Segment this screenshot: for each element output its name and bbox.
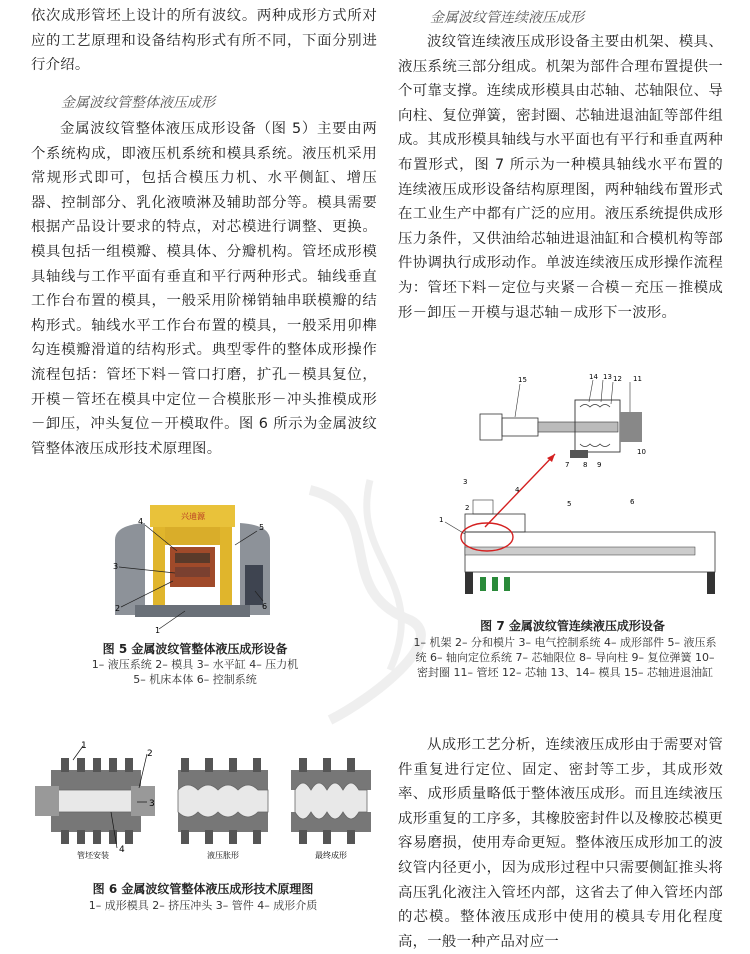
continuous-forming-paragraph: 波纹管连续液压成形设备主要由机架、模具、液压系统三部分组成。机架为部件合理布置提供一个可靠支撑。连续成形模具由芯轴、芯轴限位、导向柱、复位弹簧，密封圈、芯轴进退油缸等部件组成。其成形模具轴线与水平面也有平行和垂直两种布置形式，图 7 所示为一种模具轴线水平布置的连续液压成形设备结构原理图，两种轴线布置形式在工业生产中都有广泛的应用。液压系统提供成形压力条件，又供油给芯轴进退油缸和合模机构等部件协调执行成形动作。单波连续液压成形操作流程为：管坯下料－定位与夹紧－合模－充压－推模成形－卸压－开模与退芯轴－成形下一波形。 <box>398 34 723 321</box>
fig7-callout-2: 2 <box>465 504 470 512</box>
fig7-mold-detail <box>480 373 646 469</box>
figure7-title: 图 7 金属波纹管连续液压成形设备 <box>480 619 665 633</box>
fig6-stage-label-2: 液压胀形 <box>207 851 239 860</box>
fig7-callout-8: 8 <box>583 461 588 469</box>
fig6-stage-label-3: 最终成形 <box>315 851 347 860</box>
fig7-callout-15: 15 <box>518 376 527 384</box>
fig5-callout-4: 4 <box>138 517 144 526</box>
fig7-callout-11: 11 <box>633 375 642 383</box>
fig6-stage-1 <box>35 741 155 860</box>
fig6-stage-2 <box>178 758 268 860</box>
fig7-main-machine <box>439 478 715 594</box>
integral-forming-paragraph: 金属波纹管整体液压成形设备（图 5）主要由两个系统构成，即液压机系统和模具系统。液压机采用常规形式即可，包括合模压力机、水平侧缸、增压器、控制部分、乳化液喷淋及辅助部分等。模具需要根据产品设计要求的特点，对芯模进行调整、更换。模具包括一组模瓣、模具体、分瓣机构。管坯成形模具轴线与工作平面有垂直和平行两种形式。轴线垂直工作台布置的模具，一般采用阶梯销轴串联模瓣的结构形式。轴线水平工作台布置的模具，一般采用卯榫勾连模瓣滑道的结构形式。典型零件的整体成形操作流程包括：管坯下料－管口打磨，扩孔－模具复位，开模－管坯在模具中定位－合模胀形－冲头推模成形－卸压，冲头复位－开模取件。图 6 所示为金属波纹管整体液压成形技术原理图。 <box>31 121 377 457</box>
fig6-stage-label-1: 管坯安装 <box>77 851 109 860</box>
brand-label: 兴迪源 <box>181 512 205 521</box>
figure6-legend: 1– 成形模具 2– 挤压冲头 3– 管件 4– 成形介质 <box>88 899 318 912</box>
fig5-callout-2: 2 <box>115 604 121 613</box>
fig6-callout-4: 4 <box>119 845 125 855</box>
fig6-callout-1: 1 <box>81 741 87 751</box>
figure5-legend-line2: 5– 机床本体 6– 控制系统 <box>133 673 257 686</box>
fig5-callout-1: 1 <box>155 626 161 635</box>
fig7-callout-14: 14 <box>589 373 598 381</box>
fig6-stage-3 <box>291 758 371 860</box>
fig6-callout-2: 2 <box>147 749 153 759</box>
fig7-callout-12: 12 <box>613 375 622 383</box>
figure7-legend-line2: 统 6– 轴向定位系统 7– 芯轴限位 8– 导向柱 9– 复位弹簧 10– <box>415 651 715 664</box>
figure7-continuous-equipment-diagram <box>425 372 730 604</box>
fig7-callout-5: 5 <box>567 500 572 508</box>
analysis-paragraph: 从成形工艺分析，连续液压成形由于需要对管件重复进行定位、固定、密封等工步，其成形效率、成形质量略低于整体液压成形。而且连续液压成形重复的工序多，其橡胶密封件以及橡胶芯模更容易磨损，使用寿命更短。整体液压成形加工的波纹管内径更小，因为成形过程中只需要侧缸推头将高压乳化液注入管坯内部，这省去了伸入管坯内部的芯模。整体液压成形中使用的模具专用化程度高，一般一种产品对应一 <box>398 737 723 950</box>
fig7-callout-6: 6 <box>630 498 635 506</box>
section-heading-integral: 金属波纹管整体液压成形 <box>61 95 215 111</box>
fig5-callout-6: 6 <box>262 602 268 611</box>
fig5-callout-3: 3 <box>113 562 119 571</box>
control-panel <box>245 565 263 605</box>
fig5-callout-5: 5 <box>259 523 265 532</box>
section-heading-continuous: 金属波纹管连续液压成形 <box>430 10 584 26</box>
fig7-callout-10: 10 <box>637 448 646 456</box>
fig7-callout-3: 3 <box>463 478 468 486</box>
figure7-legend-line3: 密封圈 11– 管坯 12– 芯轴 13、14– 模具 15– 芯轴进退油缸 <box>417 666 713 679</box>
intro-paragraph: 依次成形管坯上设计的所有波纹。两种成形方式所对应的工艺原理和设备结构形式有所不同，下面分别进行介绍。 <box>31 8 377 74</box>
fig7-detail-link <box>485 454 555 527</box>
figure7-legend-line1: 1– 机架 2– 分和模片 3– 电气控制系统 4– 成形部件 5– 液压系 <box>413 636 717 649</box>
fig6-callout-3: 3 <box>149 799 155 809</box>
fig7-callout-13: 13 <box>603 373 612 381</box>
figure6-principle-diagram <box>33 740 381 865</box>
fig7-callout-4: 4 <box>515 486 520 494</box>
fig7-callout-7: 7 <box>565 461 570 469</box>
figure5-title: 图 5 金属波纹管整体液压成形设备 <box>102 642 288 656</box>
figure5-legend-line1: 1– 液压系统 2– 模具 3– 水平缸 4– 压力机 <box>91 658 299 671</box>
fig7-callout-1: 1 <box>439 516 444 524</box>
figure6-title: 图 6 金属波纹管整体液压成形技术原理图 <box>92 882 314 896</box>
fig7-callout-9: 9 <box>597 461 602 469</box>
figure5-press-photo <box>105 505 280 635</box>
